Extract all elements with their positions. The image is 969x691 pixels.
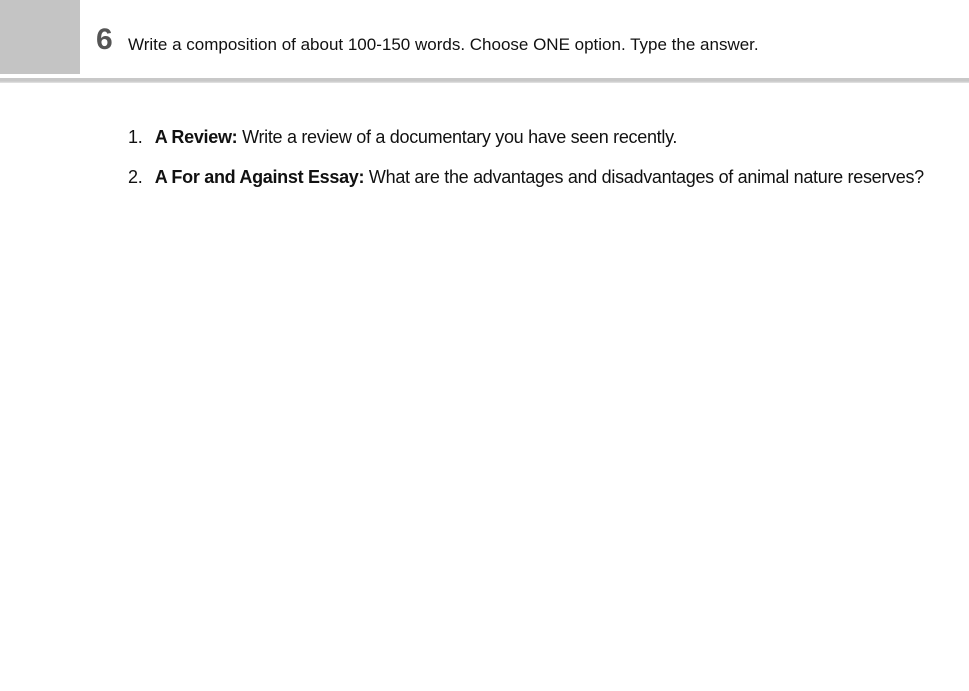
option-title: A Review:: [154, 127, 243, 147]
option-number: 2.: [128, 167, 143, 187]
header-corner-block: [0, 0, 80, 74]
option-item-essay: [128, 164, 924, 204]
question-instruction: Write a composition of about 100-150 words. Choose ONE option. Type the answer.: [128, 35, 759, 54]
composition-options-list: [128, 124, 924, 204]
question-number: 6: [96, 23, 113, 56]
option-number: 1.: [128, 127, 143, 147]
option-title: A For and Against Essay:: [154, 167, 369, 187]
option-text: Write a review of a documentary you have seen recently.: [242, 127, 678, 147]
header-divider: [0, 78, 969, 83]
question-header: [0, 0, 969, 78]
option-text: What are the advantages and disadvantages of animal nature reserves?: [368, 167, 924, 187]
option-item-review: [128, 124, 924, 164]
